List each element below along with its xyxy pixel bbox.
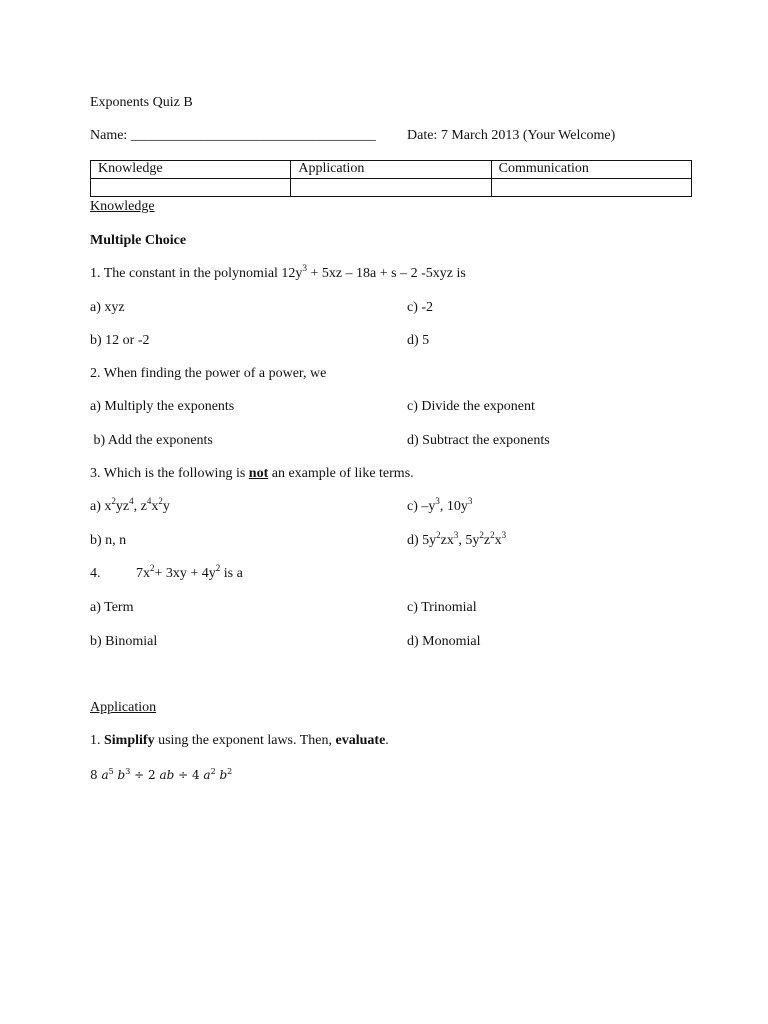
multiple-choice-heading: Multiple Choice xyxy=(90,233,187,248)
question-1-option-b: b) 12 or -2 xyxy=(90,333,150,348)
question-1-option-d: d) 5 xyxy=(407,333,430,348)
application-heading: Application xyxy=(90,700,157,715)
marks-header-knowledge: Knowledge xyxy=(91,161,291,179)
application-question-1: 1. Simplify using the exponent laws. Then, evaluate. xyxy=(90,733,389,748)
question-4-number: 4. xyxy=(90,566,101,581)
question-3-option-c: c) $-y^3$, $10y^3$ xyxy=(407,496,473,514)
date-text: Date: 7 March 2013 (Your Welcome) xyxy=(407,128,616,143)
marks-table xyxy=(90,160,692,197)
application-expression: 8 $a^5$ $b^3 \div 2$ ab ÷ 4 $a^2$ $b^2$ xyxy=(90,767,233,782)
marks-table-header-row xyxy=(91,161,692,179)
question-3 xyxy=(90,466,414,482)
name-line xyxy=(90,128,376,144)
quiz-title: Exponents Quiz B xyxy=(90,95,193,110)
question-1-exponent: 3 xyxy=(302,263,307,273)
question-3-text-start: 3. Which is the following is xyxy=(90,466,249,481)
question-3-option-b: b) n, n xyxy=(90,533,127,548)
question-1-option-a: a) xyz xyxy=(90,300,125,315)
marks-cell-knowledge xyxy=(91,179,291,197)
question-4-option-a: a) Term xyxy=(90,600,134,615)
marks-cell-communication xyxy=(491,179,691,197)
question-3-emphasis: not xyxy=(248,466,269,481)
question-4-option-d: d) Monomial xyxy=(407,634,481,649)
marks-header-application: Application xyxy=(291,161,491,179)
question-4: $7x^2+ 3xy + 4y^2$ is a xyxy=(136,563,243,581)
name-blank: ___________________________________ xyxy=(130,128,376,143)
question-1-option-c: c) -2 xyxy=(407,300,434,315)
question-2-option-a: a) Multiply the exponents xyxy=(90,399,235,414)
question-2-option-b: b) Add the exponents xyxy=(90,433,213,448)
question-4-option-b: b) Binomial xyxy=(90,634,158,649)
question-1-text-end: + 5xz – 18a + s – 2 -5xyz is xyxy=(306,266,466,281)
question-1-text-start: 1. The constant in the polynomial 12y xyxy=(90,266,303,281)
question-3-option-d: d) $5y^2zx^3$, $5y^2z^2x^3$ xyxy=(407,530,507,548)
question-1 xyxy=(90,263,466,282)
marks-cell-application xyxy=(291,179,491,197)
name-label: Name: xyxy=(90,128,131,143)
knowledge-heading: Knowledge xyxy=(90,199,155,214)
question-2-option-d: d) Subtract the exponents xyxy=(407,433,550,448)
question-3-text-end: an example of like terms. xyxy=(268,466,414,481)
question-2-option-c: c) Divide the exponent xyxy=(407,399,535,414)
marks-header-communication: Communication xyxy=(491,161,691,179)
question-2: 2. When finding the power of a power, we xyxy=(90,366,327,381)
question-4-option-c: c) Trinomial xyxy=(407,600,477,615)
marks-table-score-row xyxy=(91,179,692,197)
question-3-option-a: a) $x^2yz^4$, $z^4x^2y$ xyxy=(90,496,170,514)
